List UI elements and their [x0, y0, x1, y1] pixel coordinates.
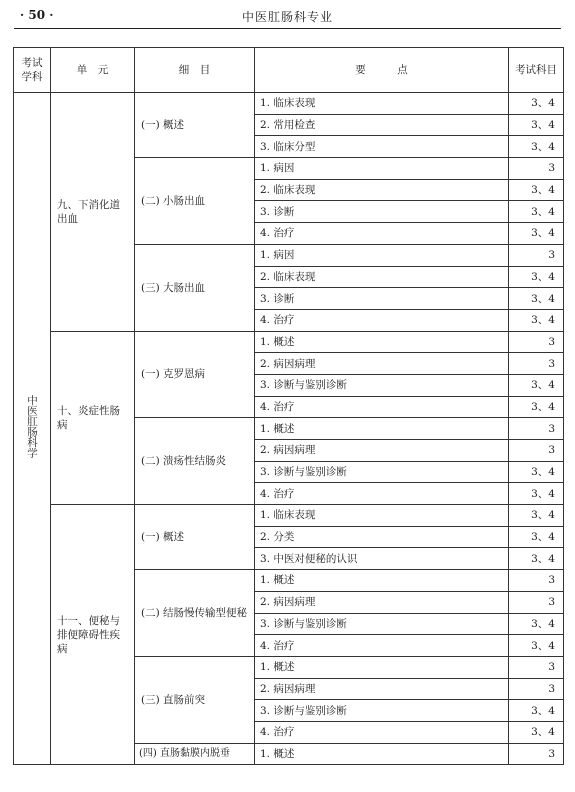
- page-number: · 50 ·: [20, 8, 54, 22]
- subject-label: 中医肛肠科学: [26, 395, 38, 459]
- col-subject-header: 考试学科: [14, 48, 51, 93]
- detail-cell: (三) 直肠前突: [135, 656, 255, 743]
- detail-cell: (一) 克罗恩病: [135, 331, 255, 418]
- table-row: [14, 93, 564, 115]
- point-cell: 4. 治疗: [255, 721, 509, 743]
- level-cell: 3、4: [509, 266, 564, 288]
- point-cell: 4. 治疗: [255, 483, 509, 505]
- point-cell: 2. 病因病理: [255, 440, 509, 462]
- detail-cell: (一) 概述: [135, 93, 255, 158]
- point-cell: 2. 病因病理: [255, 591, 509, 613]
- point-cell: 3. 中医对便秘的认识: [255, 548, 509, 570]
- point-cell: 1. 病因: [255, 244, 509, 266]
- level-cell: 3: [509, 591, 564, 613]
- level-cell: 3: [509, 353, 564, 375]
- level-cell: 3、4: [509, 179, 564, 201]
- point-cell: 4. 治疗: [255, 309, 509, 331]
- col-detail-header: 细 目: [135, 48, 255, 93]
- point-cell: 3. 诊断与鉴别诊断: [255, 700, 509, 722]
- level-cell: 3、4: [509, 201, 564, 223]
- unit-cell: 十一、便秘与排便障碍性疾病: [51, 505, 135, 765]
- subject-cell: [14, 93, 51, 765]
- level-cell: 3: [509, 656, 564, 678]
- level-cell: 3、4: [509, 374, 564, 396]
- level-cell: 3、4: [509, 461, 564, 483]
- unit-cell: 十、炎症性肠病: [51, 331, 135, 505]
- level-cell: 3、4: [509, 635, 564, 657]
- level-cell: 3: [509, 244, 564, 266]
- level-cell: 3: [509, 331, 564, 353]
- level-cell: 3: [509, 418, 564, 440]
- level-cell: 3、4: [509, 548, 564, 570]
- level-cell: 3、4: [509, 93, 564, 115]
- point-cell: 1. 病因: [255, 158, 509, 180]
- point-cell: 1. 概述: [255, 418, 509, 440]
- point-cell: 3. 临床分型: [255, 136, 509, 158]
- unit-cell: 九、下消化道出血: [51, 93, 135, 332]
- point-cell: 3. 诊断与鉴别诊断: [255, 613, 509, 635]
- level-cell: 3、4: [509, 136, 564, 158]
- table-header-row: [14, 48, 564, 93]
- point-cell: 1. 临床表现: [255, 93, 509, 115]
- level-cell: 3、4: [509, 700, 564, 722]
- detail-cell: (二) 小肠出血: [135, 158, 255, 245]
- point-cell: 2. 临床表现: [255, 179, 509, 201]
- point-cell: 2. 病因病理: [255, 678, 509, 700]
- detail-cell: (三) 大肠出血: [135, 244, 255, 331]
- level-cell: 3: [509, 440, 564, 462]
- point-cell: 4. 治疗: [255, 635, 509, 657]
- detail-cell: (二) 溃疡性结肠炎: [135, 418, 255, 505]
- level-cell: 3、4: [509, 288, 564, 310]
- level-cell: 3、4: [509, 721, 564, 743]
- level-cell: 3: [509, 743, 564, 765]
- detail-cell: (一) 概述: [135, 505, 255, 570]
- table-row: [14, 505, 564, 527]
- point-cell: 2. 常用检查: [255, 114, 509, 136]
- col-unit-header: 单 元: [51, 48, 135, 93]
- point-cell: 3. 诊断与鉴别诊断: [255, 461, 509, 483]
- point-cell: 2. 病因病理: [255, 353, 509, 375]
- detail-cell: (二) 结肠慢传输型便秘: [135, 570, 255, 657]
- detail-cell: (四) 直肠黏膜内脱垂: [135, 743, 255, 765]
- point-cell: 1. 概述: [255, 743, 509, 765]
- col-points-header: 要 点: [255, 48, 509, 93]
- point-cell: 2. 分类: [255, 526, 509, 548]
- page-header: [14, 4, 561, 29]
- level-cell: 3: [509, 158, 564, 180]
- level-cell: 3、4: [509, 483, 564, 505]
- point-cell: 2. 临床表现: [255, 266, 509, 288]
- point-cell: 3. 诊断: [255, 288, 509, 310]
- level-cell: 3、4: [509, 309, 564, 331]
- level-cell: 3: [509, 570, 564, 592]
- level-cell: 3、4: [509, 526, 564, 548]
- level-cell: 3、4: [509, 223, 564, 245]
- point-cell: 3. 诊断与鉴别诊断: [255, 374, 509, 396]
- level-cell: 3、4: [509, 613, 564, 635]
- point-cell: 1. 概述: [255, 331, 509, 353]
- syllabus-table: [13, 47, 564, 765]
- running-title: 中医肛肠科专业: [241, 10, 333, 24]
- point-cell: 1. 概述: [255, 656, 509, 678]
- level-cell: 3、4: [509, 114, 564, 136]
- point-cell: 1. 概述: [255, 570, 509, 592]
- level-cell: 3: [509, 678, 564, 700]
- level-cell: 3、4: [509, 396, 564, 418]
- point-cell: 4. 治疗: [255, 396, 509, 418]
- point-cell: 4. 治疗: [255, 223, 509, 245]
- table-row: [14, 331, 564, 353]
- col-level-header: 考试科目: [509, 48, 564, 93]
- point-cell: 3. 诊断: [255, 201, 509, 223]
- point-cell: 1. 临床表现: [255, 505, 509, 527]
- level-cell: 3、4: [509, 505, 564, 527]
